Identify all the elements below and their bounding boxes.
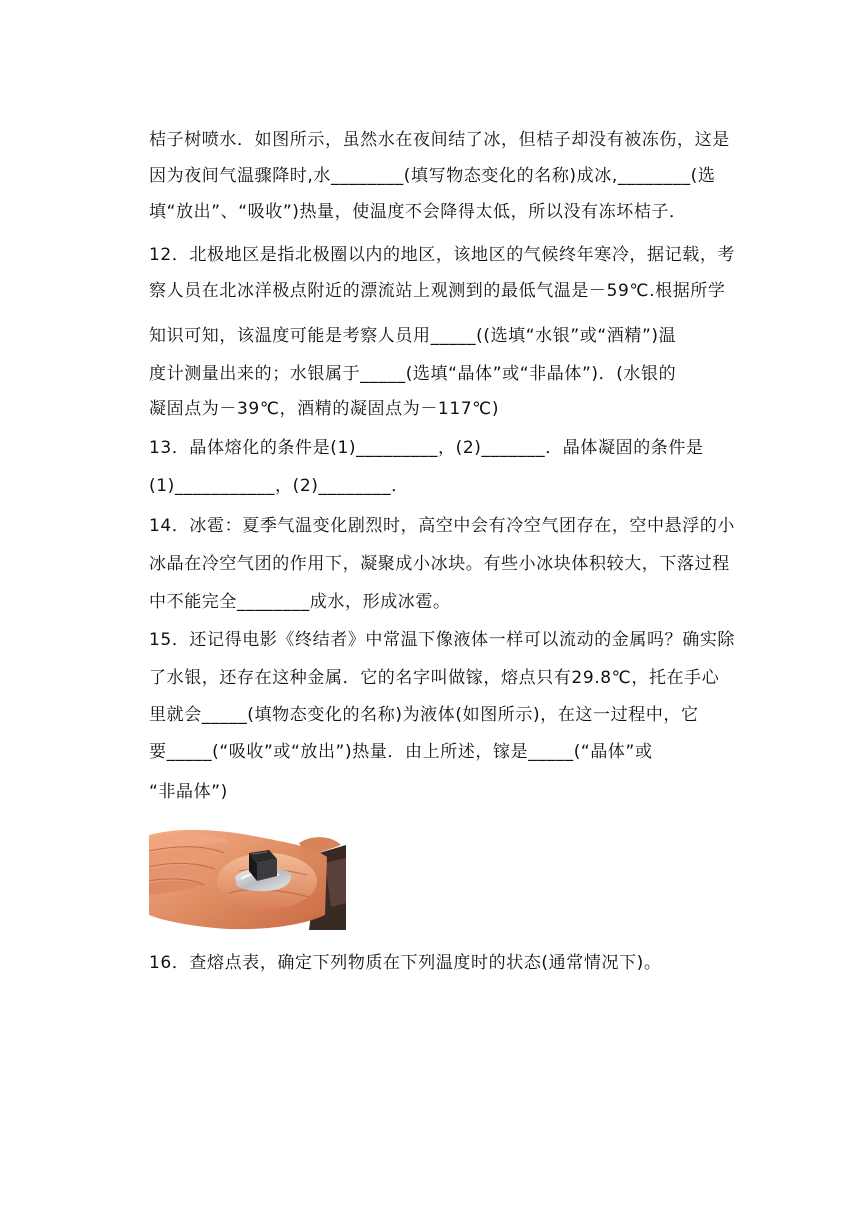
question-14: 14．冰雹：夏季气温变化剧烈时，高空中会有冷空气团存在，空中悬浮的小	[149, 516, 736, 536]
text-line: 里就会_____(填物态变化的名称)为液体(如图所示)，在这一过程中，它	[149, 705, 699, 725]
question-15: 15．还记得电影《终结者》中常温下像液体一样可以流动的金属吗？确实除	[149, 630, 736, 650]
text-line: (1)___________，(2)________．	[149, 476, 409, 496]
text-line: 中不能完全________成水，形成冰雹。	[149, 592, 451, 612]
text-line: 要_____(“吸收”或“放出”)热量．由上所述，镓是_____(“晶体”或	[149, 742, 653, 762]
text-line: 凝固点为－39℃，酒精的凝固点为－117℃)	[149, 399, 500, 419]
text-line: “非晶体”)	[149, 782, 228, 802]
text-line: 知识可知，该温度可能是考察人员用_____((选填“水银”或“酒精”)温	[149, 326, 677, 346]
text-line: 了水银，还存在这种金属．它的名字叫做镓，熔点只有29.8℃，托在手心	[149, 668, 720, 688]
question-12: 12．北极地区是指北极圈以内的地区，该地区的气候终年寒冷，据记载，考	[149, 245, 736, 265]
text-line: 度计测量出来的；水银属于_____(选填“晶体”或“非晶体”)．(水银的	[149, 364, 677, 384]
text-line: 桔子树喷水．如图所示，虽然水在夜间结了冰，但桔子却没有被冻伤，这是	[149, 130, 730, 150]
text-line: 冰晶在冷空气团的作用下，凝聚成小冰块。有些小冰块体积较大，下落过程	[149, 554, 730, 574]
gallium-in-palm-image	[149, 823, 346, 930]
text-line: 察人员在北冰洋极点附近的漂流站上观测到的最低气温是－59℃.根据所学	[149, 281, 726, 301]
text-line: 因为夜间气温骤降时,水________(填写物态变化的名称)成冰,________(选	[149, 166, 716, 186]
text-line: 填“放出”、“吸收”)热量，使温度不会降得太低，所以没有冻坏桔子．	[149, 202, 687, 222]
question-13: 13．晶体熔化的条件是(1)_________，(2)_______．晶体凝固的条件是	[149, 438, 704, 458]
question-16: 16．查熔点表，确定下列物质在下列温度时的状态(通常情况下)。	[149, 953, 662, 973]
